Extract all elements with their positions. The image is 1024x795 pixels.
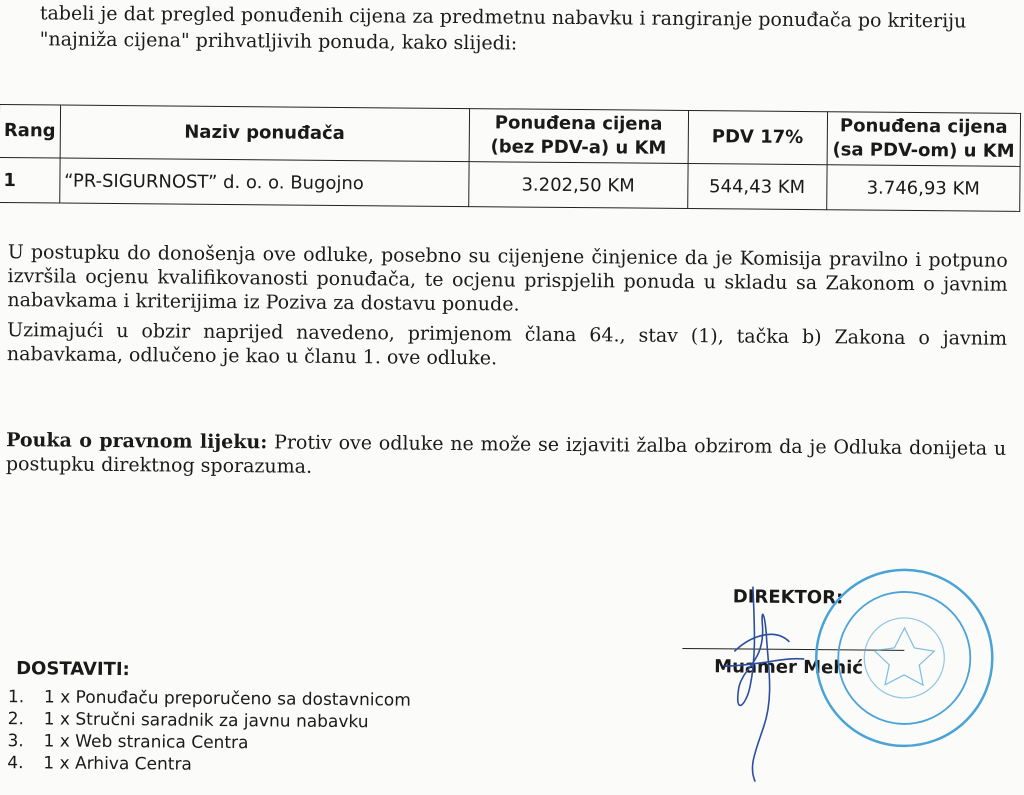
list-item: 3. 1 x Web stranica Centra [7, 731, 249, 754]
header-naziv: Naziv ponuđača [60, 105, 469, 162]
distribution-title: DOSTAVITI: [16, 658, 130, 681]
distribution-list [7, 686, 411, 778]
cell-naziv: “PR-SIGURNOST” d. o. o. Bugojno [59, 158, 468, 207]
paragraph-decision: Uzimajući u obzir naprijed navedeno, primjenom člana 64., stav (1), tačka b) Zakona o javnim nabavkama, odlučeno je kao u članu 1. ove odluke. [6, 319, 1008, 370]
official-stamp [808, 562, 1000, 754]
header-rang: Rang [0, 105, 60, 159]
cell-sa-pdv: 3.746,93 KM [826, 165, 1020, 212]
list-item: 2. 1 x Stručni saradnik za javnu nabavku [7, 709, 369, 733]
offers-table [0, 104, 1021, 212]
handwritten-signature [693, 566, 815, 787]
cell-pdv: 544,43 KM [687, 164, 826, 210]
legal-remedy-paragraph [6, 428, 1006, 485]
cell-bez-pdv: 3.202,50 KM [468, 162, 687, 209]
header-pdv: PDV 17% [688, 111, 827, 165]
list-item: 4. 1 x Arhiva Centra [7, 753, 192, 775]
intro-paragraph: tabeli je dat pregled ponuđenih cijena za predmetnu nabavku i rangiranje ponuđača po kriteriju "najniža cijena" prihvatljivih ponuda, kako slijedi: [39, 2, 967, 55]
paragraph-evaluation: U postupku do donošenja ove odluke, posebno su cijenjene činjenice da je Komisija pravilno i potpuno izvršila ocjenu kvalifikovanosti ponuđača, te ocjenu prispjelih ponuda u skladu sa Zakonom o javnim nabavkama i kriterijima iz Poziva za dostavu ponude. [7, 241, 1008, 316]
header-bez-pdv: Ponuđena cijena (bez PDV-a) u KM [469, 109, 688, 164]
director-name: Muamer Mehić [714, 656, 864, 679]
legal-remedy-text: Protiv ove odluke ne može se izjaviti žalba obzirom da je Odluka donijeta u postupku direktnog sporazuma. [5, 431, 1007, 478]
table-header-row [0, 105, 1021, 167]
table-row [0, 157, 1020, 211]
legal-remedy-label: Pouka o pravnom lijeku: [6, 429, 268, 454]
cell-rang: 1 [0, 157, 60, 203]
director-title: DIREKTOR: [732, 586, 844, 609]
header-sa-pdv: Ponuđena cijena (sa PDV-om) u KM [827, 112, 1021, 167]
list-item: 1. 1 x Ponuđaču preporučeno sa dostavnicom [7, 687, 411, 711]
